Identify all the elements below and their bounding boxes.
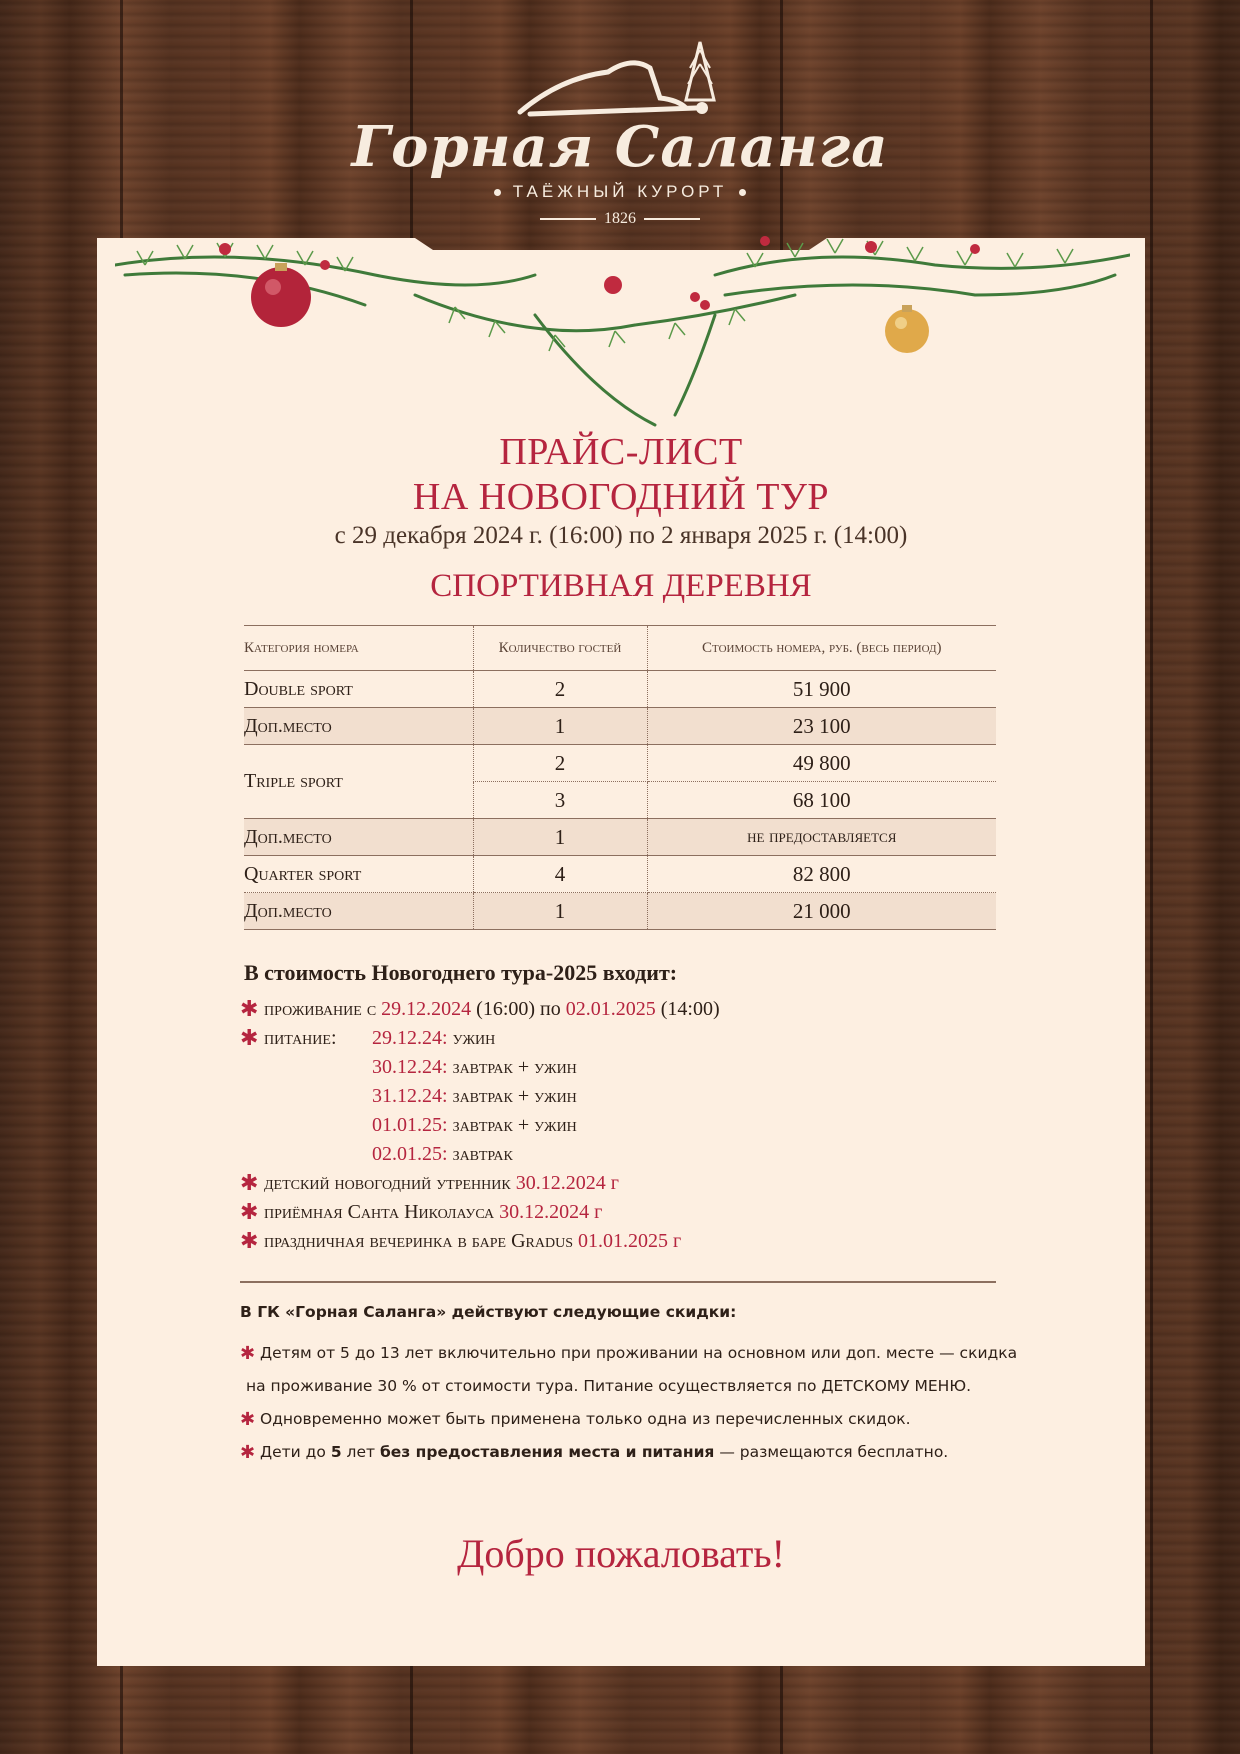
header-price: Стоимость номера, руб. (весь период) <box>647 626 996 671</box>
discount-free-text: — размещаются бесплатно. <box>714 1443 949 1461</box>
stay-to-time: (14:00) <box>655 998 720 1020</box>
room-price: 68 100 <box>647 782 996 819</box>
wheat-branch-icon <box>644 218 700 220</box>
logo <box>0 38 1240 228</box>
list-item <box>240 1227 720 1256</box>
room-category: Доп.место <box>244 708 473 745</box>
title-line-1: ПРАЙС-ЛИСТ <box>499 431 743 473</box>
guest-count: 1 <box>473 893 647 930</box>
discount-kids-text-cont: на проживание 30 % от стоимости тура. Питание осуществляется по ДЕТСКОМУ МЕНЮ. <box>246 1377 971 1395</box>
asterisk-icon: ✱ <box>240 997 259 1022</box>
meal-text: завтрак + ужин <box>447 1056 577 1078</box>
room-price: 23 100 <box>647 708 996 745</box>
dot-icon <box>494 189 501 196</box>
room-price: 82 800 <box>647 856 996 893</box>
meal-date: 29.12.24: <box>372 1027 448 1049</box>
discount-free-text: лет <box>341 1443 380 1461</box>
meal-text: завтрак + ужин <box>447 1114 577 1136</box>
brand-name: Горная Саланга <box>351 114 889 180</box>
dot-icon <box>739 189 746 196</box>
guest-count: 2 <box>473 671 647 708</box>
kids-party: детский новогодний утренник <box>264 1172 516 1194</box>
room-category: Double sport <box>244 671 473 708</box>
room-category: Quarter sport <box>244 856 473 893</box>
table-row <box>244 893 996 930</box>
asterisk-icon: ✱ <box>240 1026 259 1051</box>
discount-kids-text: Детям от 5 до 13 лет включительно при проживании на основном или доп. месте — скидка <box>260 1344 1018 1362</box>
meals-label: питание: <box>264 1027 337 1049</box>
table-row <box>244 819 996 856</box>
room-category: Доп.место <box>244 893 473 930</box>
kids-party-date: 30.12.2024 г <box>515 1172 619 1194</box>
asterisk-icon: ✱ <box>240 1171 259 1196</box>
discount-free-text: Дети до <box>260 1443 331 1461</box>
title-line-2: НА НОВОГОДНИЙ ТУР <box>412 476 830 518</box>
santa-reception-date: 30.12.2024 г <box>499 1201 603 1223</box>
stay-from-time: (16:00) по <box>471 998 566 1020</box>
list-item <box>240 1169 720 1198</box>
room-price: 49 800 <box>647 745 996 782</box>
list-item <box>240 1436 1020 1469</box>
asterisk-icon: ✱ <box>240 1200 259 1225</box>
room-price: 51 900 <box>647 671 996 708</box>
meal-date: 02.01.25: <box>372 1143 448 1165</box>
guest-count: 1 <box>473 708 647 745</box>
brand-year <box>0 210 1240 228</box>
guest-count: 1 <box>473 819 647 856</box>
room-price: не предоставляется <box>647 819 996 856</box>
table-row <box>244 671 996 708</box>
divider <box>240 1281 996 1283</box>
room-price: 21 000 <box>647 893 996 930</box>
discount-single-text: Одновременно может быть применена только одна из перечисленных скидок. <box>260 1410 911 1428</box>
hat-tree-logo-icon <box>500 38 740 120</box>
asterisk-icon: ✱ <box>240 1343 256 1364</box>
includes-list <box>240 995 720 1256</box>
wood-plank-line <box>1150 0 1153 1754</box>
includes-title: В стоимость Новогоднего тура-2025 входит: <box>244 960 678 985</box>
table-row <box>244 856 996 893</box>
santa-reception: приёмная Санта Николауса <box>264 1201 500 1223</box>
section-title: СПОРТИВНАЯ ДЕРЕВНЯ <box>430 568 812 604</box>
welcome-text: Добро пожаловать! <box>457 1531 785 1576</box>
list-item <box>240 1337 1020 1403</box>
discounts-list <box>240 1337 1020 1469</box>
meal-text: ужин <box>447 1027 496 1049</box>
brand-subtitle-text: ТАЁЖНЫЙ КУРОРТ <box>512 182 728 201</box>
asterisk-icon: ✱ <box>240 1229 259 1254</box>
meal-date: 30.12.24: <box>372 1056 448 1078</box>
asterisk-icon: ✱ <box>240 1409 256 1430</box>
tour-dates: с 29 декабря 2024 г. (16:00) по 2 января 2025 г. (14:00) <box>334 522 908 549</box>
bar-party: праздничная вечеринка в баре Gradus <box>264 1230 578 1252</box>
header-category: Категория номера <box>244 626 473 671</box>
stay-to: 02.01.2025 <box>565 998 656 1020</box>
guest-count: 4 <box>473 856 647 893</box>
table-row <box>244 708 996 745</box>
bar-party-date: 01.01.2025 г <box>578 1230 682 1252</box>
stay-prefix: проживание с <box>264 998 382 1020</box>
brand-year-text: 1826 <box>604 210 636 227</box>
discount-free-condition: без предоставления места и питания <box>379 1443 715 1461</box>
table-header-row <box>244 626 996 671</box>
meal-text: завтрак <box>447 1143 513 1165</box>
list-item <box>240 1198 720 1227</box>
meal-text: завтрак + ужин <box>447 1085 577 1107</box>
list-item <box>240 1403 1020 1436</box>
discounts-title: В ГК «Горная Саланга» действуют следующие скидки: <box>240 1303 737 1321</box>
price-table <box>244 625 996 930</box>
asterisk-icon: ✱ <box>240 1442 256 1463</box>
list-item <box>240 995 720 1024</box>
room-category: Triple sport <box>244 745 473 819</box>
guest-count: 2 <box>473 745 647 782</box>
table-row <box>244 745 996 782</box>
meal-date: 31.12.24: <box>372 1085 448 1107</box>
list-item <box>240 1024 720 1169</box>
room-category: Доп.место <box>244 819 473 856</box>
stay-from: 29.12.2024 <box>381 998 472 1020</box>
discount-free-age: 5 <box>330 1443 342 1461</box>
christmas-garland-icon <box>115 235 1130 435</box>
wheat-branch-icon <box>540 218 596 220</box>
header-guests: Количество гостей <box>473 626 647 671</box>
brand-subtitle <box>0 182 1240 202</box>
meal-date: 01.01.25: <box>372 1114 448 1136</box>
guest-count: 3 <box>473 782 647 819</box>
